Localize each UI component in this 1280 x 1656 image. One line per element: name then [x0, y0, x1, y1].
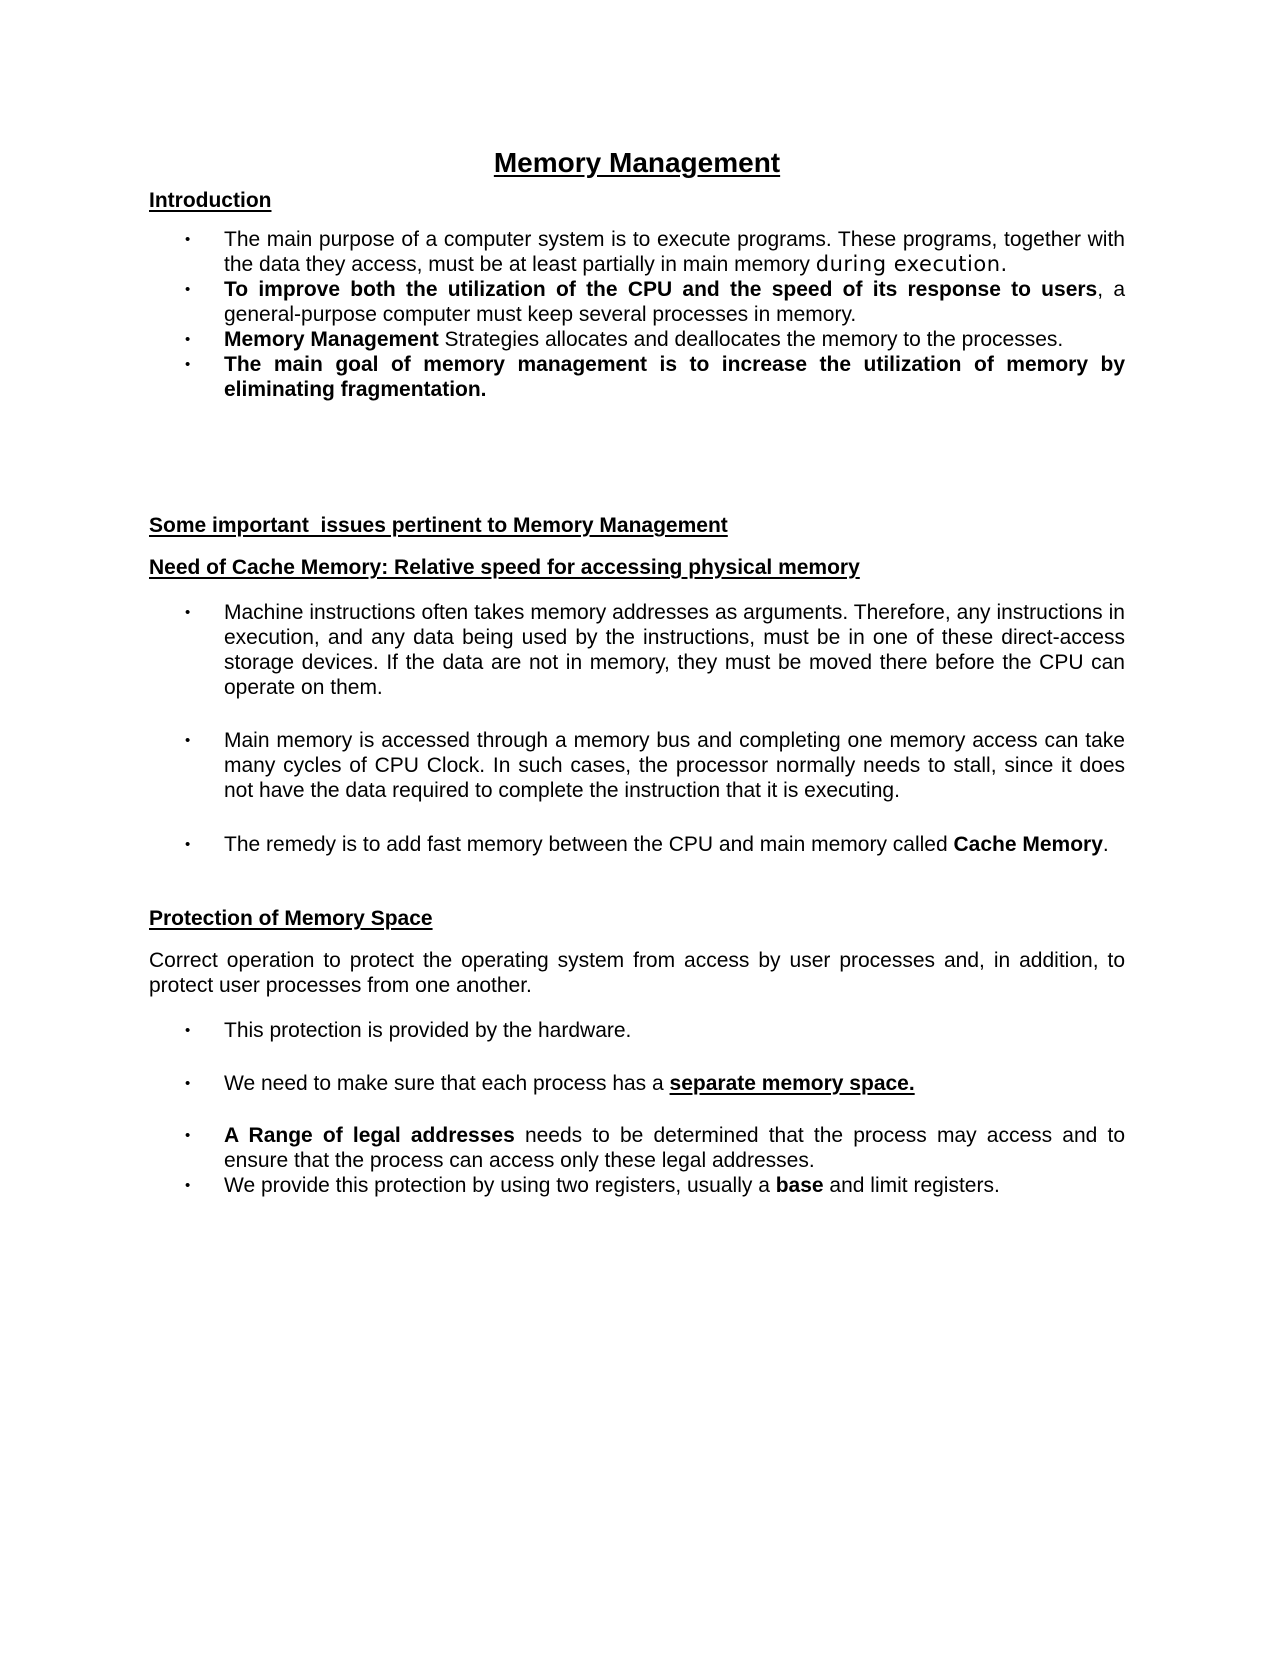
protection-list-2	[149, 1071, 1125, 1096]
heading-protection: Protection of Memory Space	[149, 907, 433, 930]
protection-paragraph: Correct operation to protect the operating system from access by user processes and, in addition, to protect user processes from one another.	[149, 949, 1125, 997]
list-item: • We need to make sure that each process has a separate memory space.	[149, 1071, 1125, 1096]
list-item: • A Range of legal addresses needs to be determined that the process may access and to ensure that the process can access only these legal addresses.	[149, 1123, 1125, 1173]
cache-list-3	[149, 832, 1125, 857]
heading-introduction: Introduction	[149, 189, 272, 212]
list-item: • Memory Management Strategies allocates and deallocates the memory to the processes.	[149, 327, 1125, 352]
list-item: • The remedy is to add fast memory between the CPU and main memory called Cache Memory.	[149, 832, 1125, 857]
heading-cache-memory: Need of Cache Memory: Relative speed for accessing physical memory	[149, 556, 860, 579]
list-item: • Main memory is accessed through a memory bus and completing one memory access can take many cycles of CPU Clock. In such cases, the processor normally needs to stall, since it does not have the data required to complete the instruction that it is executing.	[149, 728, 1125, 803]
cache-list-2	[149, 728, 1125, 803]
list-item: • The main goal of memory management is to increase the utilization of memory by eliminating fragmentation.	[149, 352, 1125, 402]
list-item: • To improve both the utilization of the CPU and the speed of its response to users, a general-purpose computer must keep several processes in memory.	[149, 277, 1125, 327]
intro-list	[149, 227, 1125, 402]
protection-list	[149, 1018, 1125, 1043]
heading-issues: Some important issues pertinent to Memory Management	[149, 514, 728, 537]
list-item: • This protection is provided by the hardware.	[149, 1018, 1125, 1043]
document-title: Memory Management	[493, 147, 781, 178]
protection-list-3	[149, 1123, 1125, 1198]
list-item: • The main purpose of a computer system is to execute programs. These programs, together with the data they access, must be at least partially in main memory during execution.	[149, 227, 1125, 277]
cache-list	[149, 600, 1125, 700]
list-item: • Machine instructions often takes memory addresses as arguments. Therefore, any instructions in execution, and any data being used by the instructions, must be in one of these direct-access storage devices. If the data are not in memory, they must be moved there before the CPU can operate on them.	[149, 600, 1125, 700]
list-item: • We provide this protection by using two registers, usually a base and limit registers.	[149, 1173, 1125, 1198]
